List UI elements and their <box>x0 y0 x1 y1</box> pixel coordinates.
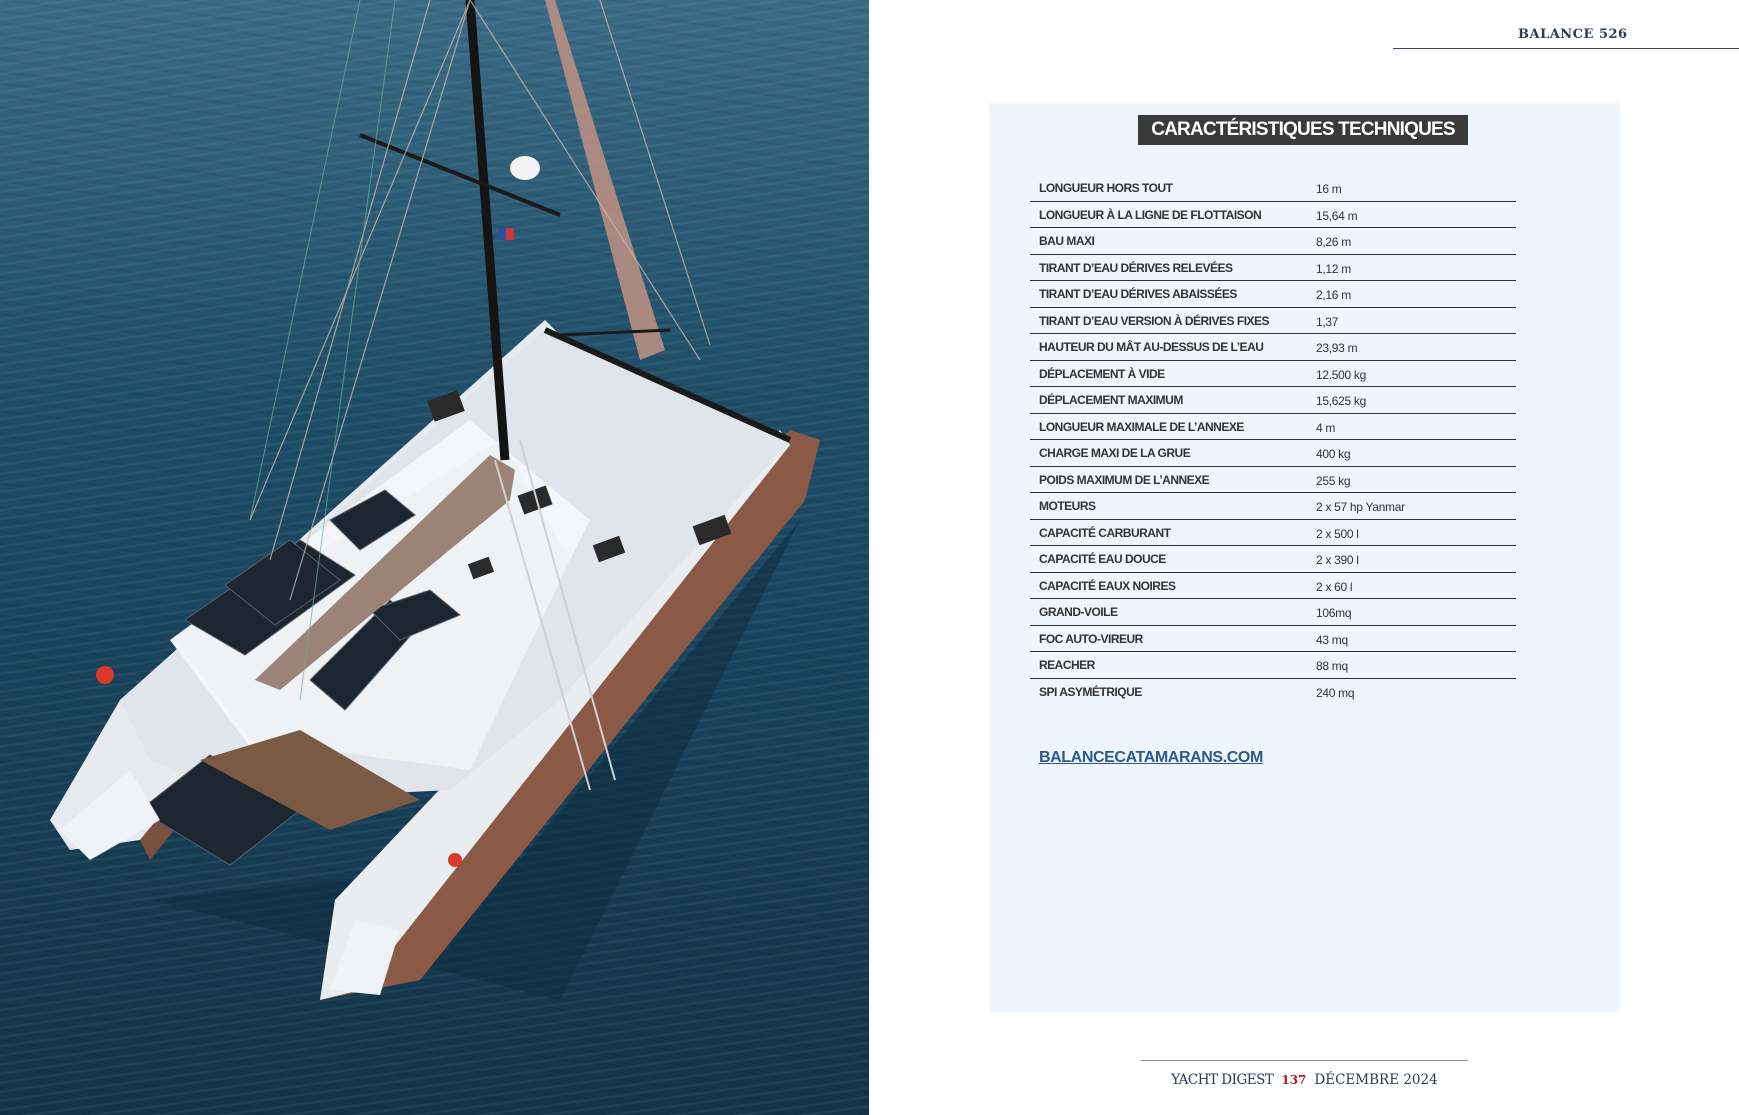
catamaran-photo <box>0 0 869 1115</box>
spec-label: LONGUEUR MAXIMALE DE L’ANNEXE <box>1039 419 1244 434</box>
spec-value: 43 mq <box>1316 632 1348 647</box>
table-row <box>1030 467 1516 494</box>
spec-value: 1,37 <box>1316 314 1339 329</box>
table-row <box>1030 546 1516 573</box>
specs-title: CARACTÉRISTIQUES TECHNIQUES <box>1138 115 1468 145</box>
table-row <box>1030 175 1516 202</box>
table-row <box>1030 228 1516 255</box>
spec-label: TIRANT D’EAU DÉRIVES RELEVÉES <box>1039 260 1233 275</box>
header-model-name: BALANCE 526 <box>1518 27 1628 42</box>
table-row <box>1030 652 1516 679</box>
table-row <box>1030 520 1516 547</box>
table-row <box>1030 281 1516 308</box>
spec-value: 23,93 m <box>1316 341 1358 355</box>
spec-value: 2,16 m <box>1316 288 1351 302</box>
spec-label: DÉPLACEMENT À VIDE <box>1039 366 1165 381</box>
spec-value: 4 m <box>1316 420 1336 435</box>
table-row <box>1030 361 1516 388</box>
spec-value: 240 mq <box>1316 685 1355 700</box>
spec-label: LONGUEUR HORS TOUT <box>1039 181 1173 195</box>
specs-table <box>1030 175 1516 705</box>
spec-label: SPI ASYMÉTRIQUE <box>1039 684 1142 699</box>
specs-panel <box>989 103 1620 1012</box>
spec-value: 8,26 m <box>1316 235 1351 249</box>
table-row <box>1030 626 1516 653</box>
spec-label: TIRANT D’EAU DÉRIVES ABAISSÉES <box>1039 287 1237 301</box>
spec-value: 106mq <box>1316 606 1352 620</box>
table-row <box>1030 334 1516 361</box>
spec-label: REACHER <box>1039 658 1095 672</box>
footer-page-number: 137 <box>1281 1073 1307 1087</box>
spec-label: CAPACITÉ EAU DOUCE <box>1039 552 1166 566</box>
spec-value: 16 m <box>1316 182 1342 196</box>
footer-issue: DÉCEMBRE 2024 <box>1314 1072 1438 1088</box>
spec-label: MOTEURS <box>1039 499 1096 513</box>
spec-label: BAU MAXI <box>1039 234 1095 248</box>
spec-label: HAUTEUR DU MÂT AU-DESSUS DE L’EAU <box>1039 340 1264 354</box>
spec-label: CAPACITÉ EAUX NOIRES <box>1039 578 1176 593</box>
spec-value: 2 x 57 hp Yanmar <box>1316 500 1405 514</box>
spec-value: 400 kg <box>1316 447 1351 461</box>
table-row <box>1030 387 1516 414</box>
table-row <box>1030 308 1516 335</box>
spec-value: 2 x 500 l <box>1316 526 1359 541</box>
catamaran-illustration <box>0 0 869 1115</box>
spec-label: CAPACITÉ CARBURANT <box>1039 525 1171 540</box>
spec-label: CHARGE MAXI DE LA GRUE <box>1039 446 1191 460</box>
spec-value: 255 kg <box>1316 473 1351 488</box>
footer-divider <box>1141 1060 1468 1061</box>
spec-label: TIRANT D’EAU VERSION À DÉRIVES FIXES <box>1039 313 1270 328</box>
spec-label: FOC AUTO-VIREUR <box>1039 631 1143 646</box>
spec-value: 12.500 kg <box>1316 367 1367 382</box>
table-row <box>1030 414 1516 441</box>
spec-value: 88 mq <box>1316 659 1348 673</box>
spec-value: 1,12 m <box>1316 261 1351 276</box>
table-row <box>1030 202 1516 229</box>
spec-value: 2 x 60 l <box>1316 579 1353 594</box>
footer-publication: YACHT DIGEST <box>1171 1072 1274 1088</box>
table-row <box>1030 255 1516 282</box>
spec-label: POIDS MAXIMUM DE L’ANNEXE <box>1039 472 1210 487</box>
page-footer <box>1141 1072 1468 1088</box>
table-row <box>1030 440 1516 467</box>
table-row <box>1030 679 1516 706</box>
header-divider <box>1393 48 1739 49</box>
spec-value: 2 x 390 l <box>1316 553 1359 567</box>
spec-label: DÉPLACEMENT MAXIMUM <box>1039 393 1183 407</box>
spec-value: 15,625 kg <box>1316 394 1367 408</box>
table-row <box>1030 599 1516 626</box>
spec-value: 15,64 m <box>1316 208 1358 223</box>
table-row <box>1030 573 1516 600</box>
spec-label: LONGUEUR À LA LIGNE DE FLOTTAISON <box>1039 207 1262 222</box>
website-link[interactable]: BALANCECATAMARANS.COM <box>1039 749 1263 766</box>
table-row <box>1030 493 1516 520</box>
spec-label: GRAND-VOILE <box>1039 605 1118 619</box>
